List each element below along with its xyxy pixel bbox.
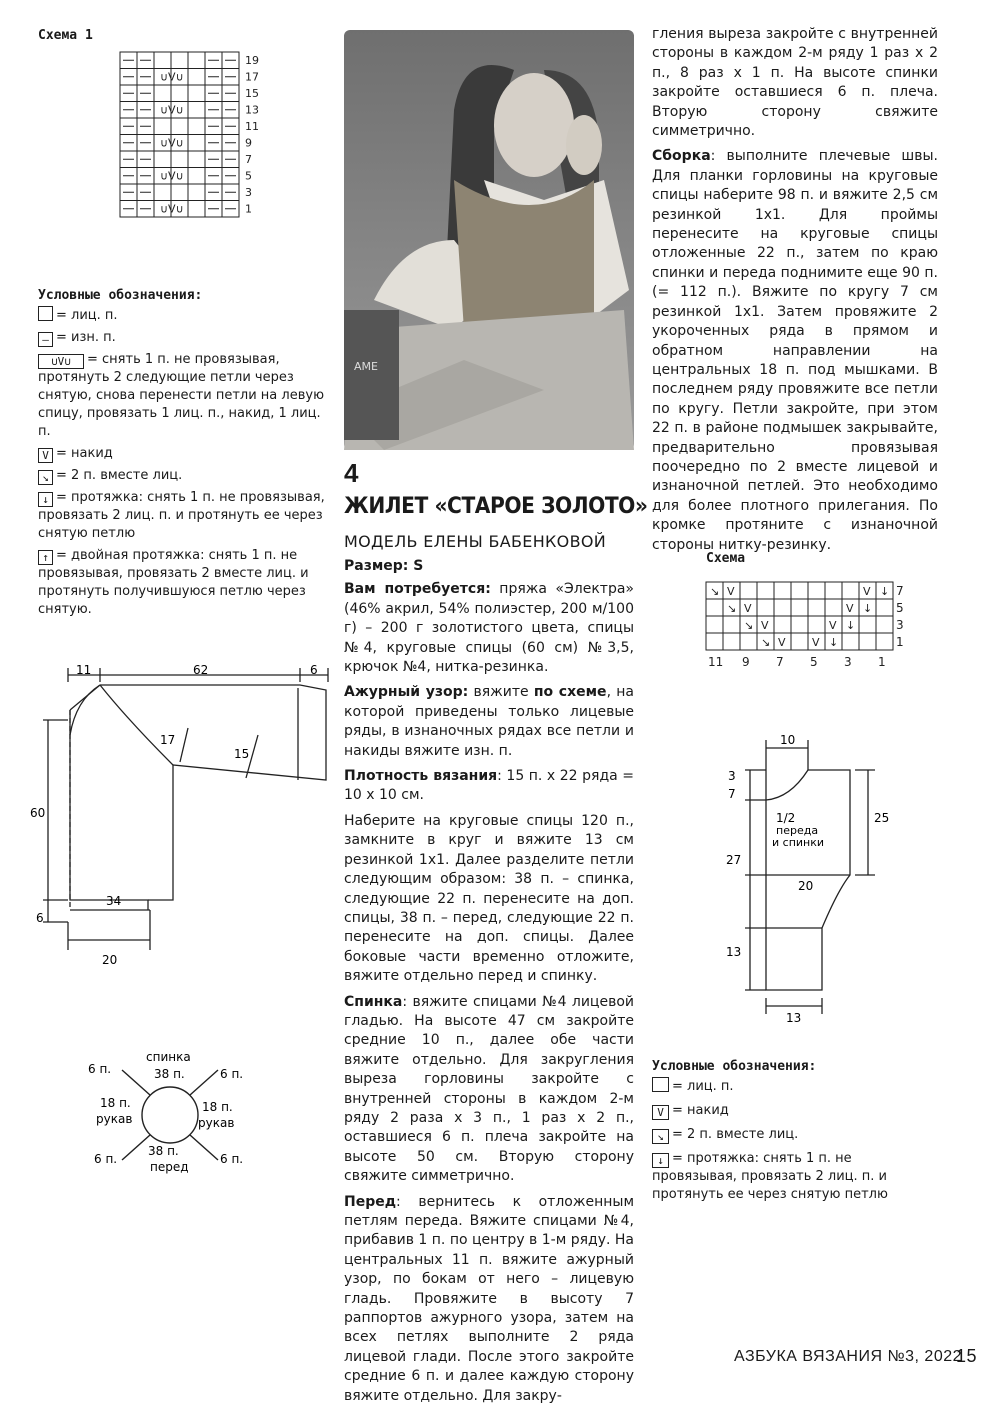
legend-text: = лиц. п. — [56, 308, 118, 323]
scheme-cell — [723, 616, 740, 633]
dim-13-left: 13 — [726, 945, 742, 959]
scheme-cell — [791, 633, 808, 650]
legend-text: = изн. п. — [56, 330, 116, 345]
scheme-cell — [706, 633, 723, 650]
scheme1-cell — [154, 52, 171, 69]
legend-text: = лиц. п. — [672, 1079, 734, 1094]
legend-ssk — [38, 489, 326, 543]
legend-text: = 2 п. вместе лиц. — [672, 1127, 799, 1142]
scheme-cell — [859, 633, 876, 650]
sweater-pattern-schematic — [28, 660, 338, 970]
model-photo — [344, 30, 634, 450]
scheme-symbol: V — [761, 619, 769, 632]
scheme1-cell — [171, 184, 188, 201]
circle-right-count: 18 п. — [202, 1100, 233, 1114]
knit-stitch-icon — [652, 1077, 669, 1092]
scheme-col-number: 7 — [776, 655, 784, 669]
scheme-symbol: ↓ — [829, 636, 839, 649]
scheme-cell — [876, 616, 893, 633]
scheme-cell — [808, 582, 825, 599]
scheme-symbol: V — [812, 636, 820, 649]
dim-11: 11 — [76, 663, 92, 677]
scheme1-cell — [188, 135, 205, 152]
legend-knit — [38, 306, 326, 325]
knit-stitch-icon — [38, 306, 53, 321]
scheme1-cell — [171, 85, 188, 102]
vest-half-schematic — [720, 730, 900, 1025]
scheme1-cell — [154, 151, 171, 168]
scheme-cell — [706, 599, 723, 616]
scheme-row-number: 1 — [896, 635, 904, 649]
scheme-col-number: 1 — [878, 655, 886, 669]
right-article-text — [652, 25, 938, 561]
legend-double-ssk — [38, 547, 326, 619]
scheme1-cell — [188, 118, 205, 135]
ssk-arrow-down-icon: ↓ — [652, 1153, 669, 1168]
dim-20: 20 — [798, 879, 814, 893]
scheme-col-number: 9 — [742, 655, 750, 669]
scheme-cell — [740, 633, 757, 650]
ssk-arrow-down-icon: ↓ — [38, 492, 53, 507]
legend-k2tog — [652, 1126, 940, 1144]
openwork-label: Ажурный узор: — [344, 684, 469, 701]
scheme-symbol: ↓ — [846, 619, 856, 632]
materials-text: пряжа «Электра» (46% акрил, 54% полиэстер, 200 м/100 г) – 200 г золотистого цвета, спицы №4, круговые спицы (60 см) №3,5, крючок №4, нитка-резинка. — [344, 581, 634, 676]
scheme1-row-number: 11 — [245, 120, 259, 133]
dim-60: 60 — [30, 806, 46, 820]
scheme1-row-number: 15 — [245, 87, 259, 100]
circle-br: 6 п. — [220, 1152, 244, 1166]
scheme-cell — [791, 616, 808, 633]
left-legend-list — [38, 306, 326, 623]
dim-34: 34 — [106, 894, 122, 908]
scheme-title: Схема — [706, 551, 746, 566]
materials-label: Вам потребуется: — [344, 581, 491, 598]
legend-text: = накид — [672, 1103, 729, 1118]
dim-15: 15 — [234, 747, 250, 761]
circle-bottom-label: перед — [150, 1160, 189, 1174]
scheme1-row-number: 19 — [245, 54, 259, 67]
legend-yarnover — [38, 445, 326, 463]
scheme-cell — [876, 633, 893, 650]
scheme1-cell — [188, 69, 205, 86]
photo-bag-text: AME — [354, 360, 378, 373]
scheme1-cell — [171, 151, 188, 168]
legend-text: = протяжка: снять 1 п. не провязывая, провязать 2 лиц. п. и протянуть ее через снятую петлю — [652, 1151, 888, 1202]
scheme-cell — [723, 633, 740, 650]
circle-top-label: спинка — [146, 1050, 191, 1064]
circle-right-label: рукав — [198, 1116, 235, 1130]
left-legend-title: Условные обозначения: — [38, 288, 203, 303]
scheme1-cell — [171, 118, 188, 135]
scheme1-row-number: 9 — [245, 136, 252, 150]
scheme-symbol: V — [829, 619, 837, 632]
scheme-cell — [757, 599, 774, 616]
cast-on-paragraph: Наберите на круговые спицы 120 п., замкните в круг и вяжите 13 см резинкой 1х1. Далее разделите петли следующим образом: 38 п. – спинка, следующие 22 п. перенесите на доп. спицы, 38 п. – перед, следующие 22 п. перенесите на доп. спицы. Далее боковые части временно отложите, вяжите отдельно перед и спинку. — [344, 812, 634, 985]
scheme-col-number: 11 — [708, 655, 724, 669]
scheme-symbol: V — [846, 602, 854, 615]
scheme1-row-number: 5 — [245, 169, 252, 183]
dim-6a: 6 — [310, 663, 318, 677]
legend-text: = накид — [56, 446, 113, 461]
scheme1-cell — [154, 85, 171, 102]
scheme-cell — [774, 582, 791, 599]
assembly-label: Сборка — [652, 148, 711, 165]
page-number: 15 — [956, 1346, 978, 1366]
scheme1-title: Схема 1 — [38, 28, 93, 43]
scheme-row-number: 3 — [896, 618, 904, 632]
scheme-cell — [876, 599, 893, 616]
middle-article-text — [344, 557, 634, 1412]
openwork-text-a: вяжите — [468, 684, 534, 701]
cross-stitch-icon: ∪V∪ — [38, 354, 84, 369]
cross-mark: ∪V∪ — [160, 103, 184, 117]
dim-62: 62 — [193, 663, 209, 677]
scheme1-row-number: 3 — [245, 186, 252, 199]
scheme1-cell — [171, 52, 188, 69]
scheme-col-number: 5 — [810, 655, 818, 669]
circle-tr: 6 п. — [220, 1067, 244, 1081]
legend-purl — [38, 329, 326, 347]
dim-13-bottom: 13 — [786, 1011, 802, 1025]
scheme-cell — [791, 599, 808, 616]
assembly-text: : выполните плечевые швы. Для планки горловины на круговые спицы наберите 98 п. и вяжите 2,5 см резинкой 1х1. Для проймы перенесите на круговые спицы отложенные 22 п., затем по краю спинки и переда поднимите еще 90 п. (= 112 п.). Вяжите по кругу 7 см резинкой 1х1. Затем провяжите 2 укороченных ряда в прямом и обратном направлении на центральных 18 п. под мышками. В последнем ряду провяжите все петли по кругу. Петли закройте, при этом 22 п. в районе подмышек закрывайте, предварительно провязывая поочередно по 2 вместе лицевой и изнаночной петлей. Это необходимо для более плотного прилегания. По кромке протяните с изнаночной стороны нитку-резинку. — [652, 148, 938, 553]
inner-label-3: и спинки — [772, 836, 825, 849]
scheme-chart — [700, 580, 910, 670]
k2tog-icon: ↘ — [652, 1129, 669, 1144]
scheme-symbol: ↘ — [744, 619, 754, 632]
scheme-cell — [842, 582, 859, 599]
gauge-text: : 15 п. х 22 ряда = 10 х 10 см. — [344, 768, 634, 804]
scheme-symbol: ↓ — [880, 585, 890, 598]
scheme1-cell — [188, 184, 205, 201]
scheme-cell — [791, 582, 808, 599]
scheme-cell — [706, 616, 723, 633]
front-text: : вернитесь к отложенным петлям переда. Вяжите спицами №4, прибавив 1 п. по центру в 1-м ряду. На центральных 11 п. вяжите ажурный узор, по бокам от него – лицевую гладь. Провяжите в высоту 7 раппортов ажурного узора, затем на всех петлях выполните 2 ряда лицевой глади. После этого закройте средние 6 п. и далее каждую сторону вяжите отдельно. Для закру- — [344, 1193, 635, 1404]
dim-25: 25 — [874, 811, 890, 825]
back-text: : вяжите спицами №4 лицевой гладью. На высоте 47 см закройте средние 10 п., далее обе части вяжите отдельно. Для закругления выреза горловины закройте с внутренней стороны в каждом 2-м ряду 2 раза х 3 п., 1 раз х 2 п., оставшиеся 6 п. плеча закройте на высоте 50 см. Вторую сторону свяжите симметрично. — [344, 993, 634, 1185]
scheme1-chart — [110, 48, 270, 223]
front-label: Перед — [344, 1193, 397, 1210]
scheme1-cell — [154, 184, 171, 201]
scheme1-cell — [154, 118, 171, 135]
dim-7: 7 — [728, 787, 736, 801]
scheme-row-number: 7 — [896, 584, 904, 598]
legend-text: = снять 1 п. не провязывая, протянуть 2 следующие петли через снятую, снова перенести петли на левую спицу, провязать 1 лиц. п., накид, 1 лиц. п. — [38, 352, 325, 439]
dim-20: 20 — [102, 953, 118, 967]
dim-10: 10 — [780, 733, 796, 747]
scheme-symbol: V — [744, 602, 752, 615]
scheme-cell — [825, 582, 842, 599]
scheme1-row-number: 1 — [245, 202, 252, 216]
scheme-cell — [825, 599, 842, 616]
cross-mark: ∪V∪ — [160, 70, 184, 84]
scheme-row-number: 5 — [896, 601, 904, 615]
scheme-cell — [842, 633, 859, 650]
scheme-symbol: V — [778, 636, 786, 649]
inner-label-2: переда — [776, 824, 819, 837]
scheme-cell — [859, 616, 876, 633]
scheme1-cell — [188, 52, 205, 69]
gauge-label: Плотность вязания — [344, 768, 498, 785]
double-ssk-arrow-up-icon: ↑ — [38, 550, 53, 565]
scheme1-row-number: 13 — [245, 103, 259, 117]
pattern-title: ЖИЛЕТ «СТАРОЕ ЗОЛОТО» — [344, 494, 648, 519]
scheme-symbol: V — [863, 585, 871, 598]
legend-ssk — [652, 1150, 940, 1204]
circle-bl: 6 п. — [94, 1152, 118, 1166]
scheme-symbol: ↓ — [863, 602, 873, 615]
circle-bottom-count: 38 п. — [148, 1144, 179, 1158]
pattern-author: МОДЕЛЬ ЕЛЕНЫ БАБЕНКОВОЙ — [344, 532, 607, 551]
scheme-cell — [808, 616, 825, 633]
legend-cross — [38, 351, 326, 441]
scheme-cell — [774, 616, 791, 633]
scheme-cell — [808, 599, 825, 616]
scheme1-cell — [188, 168, 205, 185]
dim-27: 27 — [726, 853, 742, 867]
cross-mark: ∪V∪ — [160, 136, 184, 150]
scheme1-row-number: 7 — [245, 153, 252, 166]
magazine-footer: АЗБУКА ВЯЗАНИЯ №3, 2022 — [734, 1348, 963, 1365]
stitch-distribution-diagram — [70, 1045, 270, 1180]
circle-top-count: 38 п. — [154, 1067, 185, 1081]
scheme-cell — [774, 599, 791, 616]
openwork-bold: по схеме — [533, 684, 607, 701]
openwork-text-b: , на которой приведены только лицевые ряды, в изнаночных рядах все петли и накиды вяжите изн. п. — [344, 684, 634, 759]
scheme1-cell — [188, 151, 205, 168]
legend-knit — [652, 1077, 940, 1096]
cross-mark: ∪V∪ — [160, 202, 184, 216]
scheme-symbol: ↘ — [710, 585, 720, 598]
dim-6b: 6 — [36, 911, 44, 925]
size-label: Размер: S — [344, 558, 424, 574]
yarnover-icon: V — [652, 1105, 669, 1120]
circle-left-label: рукав — [96, 1112, 133, 1126]
scheme1-cell — [188, 102, 205, 119]
cross-mark: ∪V∪ — [160, 169, 184, 183]
legend-text: = протяжка: снять 1 п. не провязывая, провязать 2 лиц. п. и протянуть ее через снятую петлю — [38, 490, 325, 541]
scheme1-cell — [188, 85, 205, 102]
inner-label-1: 1/2 — [776, 811, 796, 825]
yarnover-icon: V — [38, 448, 53, 463]
legend-yarnover — [652, 1102, 940, 1120]
circle-left-count: 18 п. — [100, 1096, 131, 1110]
scheme-cell — [757, 582, 774, 599]
scheme-symbol: V — [727, 585, 735, 598]
scheme-cell — [740, 582, 757, 599]
dim-17: 17 — [160, 733, 176, 747]
k2tog-icon: ↘ — [38, 470, 53, 485]
scheme-symbol: ↘ — [727, 602, 737, 615]
legend-k2tog — [38, 467, 326, 485]
right-legend-list — [652, 1077, 940, 1204]
purl-stitch-icon: – — [38, 332, 53, 347]
right-legend-title: Условные обозначения: — [652, 1059, 817, 1074]
pattern-number: 4 — [344, 458, 359, 488]
dim-3: 3 — [728, 769, 736, 783]
circle-tl: 6 п. — [88, 1062, 112, 1076]
scheme-col-number: 3 — [844, 655, 852, 669]
legend-text: = 2 п. вместе лиц. — [56, 468, 183, 483]
neckline-continued: гления выреза закройте с внутренней стороны в каждом 2-м ряду 1 раз х 2 п., 8 раз х 1 п. На высоте спинки закройте оставшиеся 6 п. плеча. Вторую сторону свяжите симметрично. — [652, 26, 938, 140]
scheme1-row-number: 17 — [245, 70, 259, 84]
back-label: Спинка — [344, 993, 403, 1010]
scheme-symbol: ↘ — [761, 636, 771, 649]
legend-text: = двойная протяжка: снять 1 п. не провязывая, провязать 2 вместе лиц. и протянуть получившуюся петлю через снятую. — [38, 548, 309, 617]
scheme1-cell — [188, 201, 205, 218]
